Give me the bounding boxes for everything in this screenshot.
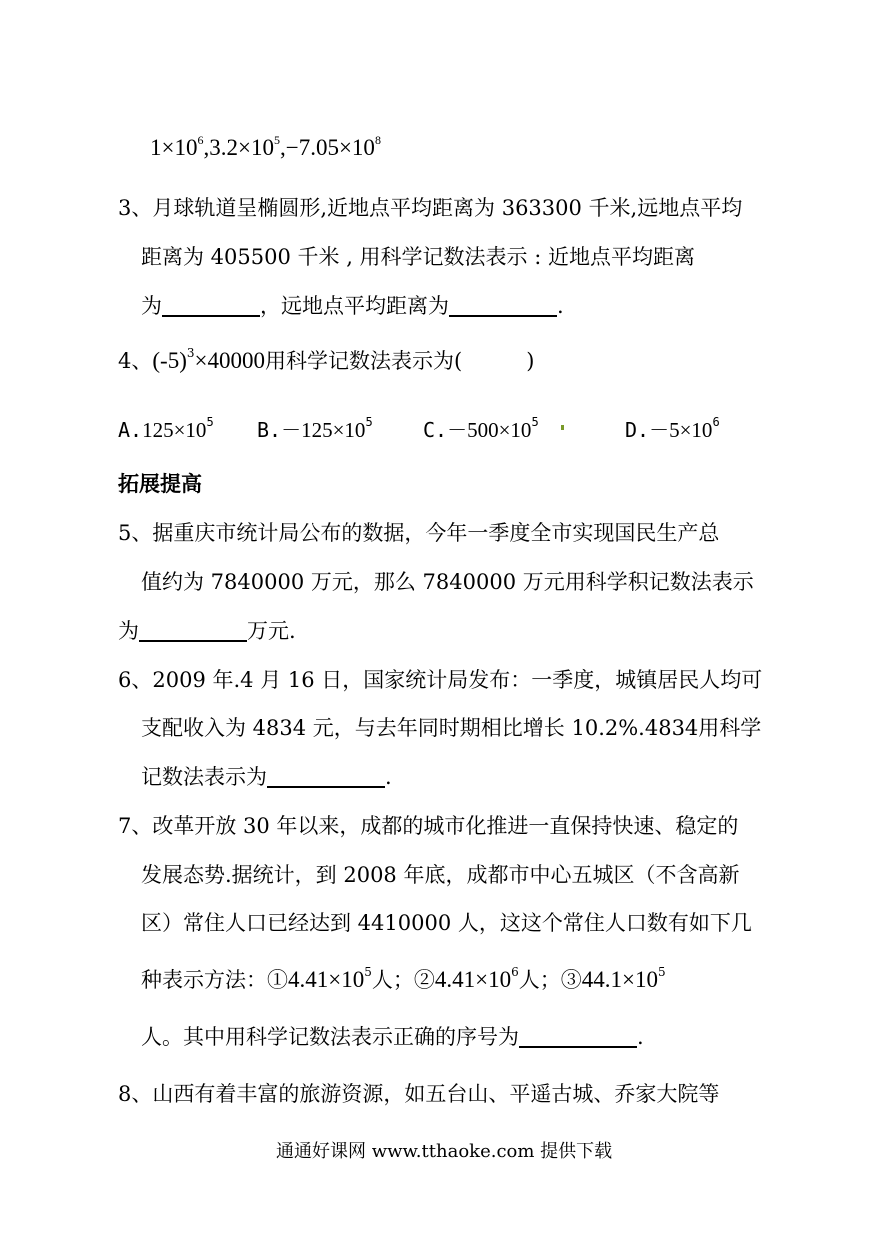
- text: 用科学记数法表示为(: [264, 349, 463, 373]
- text: ): [526, 349, 535, 373]
- option-value: 44.1×10: [581, 967, 658, 992]
- exponent: 6: [197, 133, 204, 147]
- answer-blank-apogee[interactable]: [449, 295, 557, 317]
- exponent: 6: [511, 965, 519, 979]
- q7-line4: [141, 966, 666, 994]
- exponent: 3: [186, 346, 195, 360]
- exponent: 8: [374, 133, 381, 147]
- text: 为: [118, 619, 139, 643]
- answer-blank[interactable]: [267, 766, 385, 788]
- text: 种表示方法：: [141, 968, 267, 992]
- q8-line1: 8、山西有着丰富的旅游资源，如五台山、平遥古城、乔家大院等: [118, 1082, 720, 1106]
- option-sign: －: [281, 418, 302, 442]
- q3-line3: [141, 292, 564, 320]
- exponent: 5: [273, 133, 280, 147]
- answer-blank-perigee[interactable]: [162, 295, 260, 317]
- text: 万元.: [247, 619, 296, 643]
- circled-two-icon: ②: [413, 968, 435, 992]
- text: .: [637, 1025, 644, 1049]
- q5-line3: [118, 617, 296, 645]
- q4-line: [118, 347, 534, 375]
- exponent: 5: [531, 415, 539, 429]
- text: 记数法表示为: [141, 765, 267, 789]
- option-value: 4.41×10: [288, 967, 365, 992]
- text: 人；: [518, 968, 561, 992]
- q7-line3: 区）常住人口已经达到 4410000 人，这这个常住人口数有如下几: [141, 911, 752, 935]
- base: (-5): [152, 348, 187, 373]
- q4-option-d[interactable]: [625, 416, 720, 444]
- option-value: 125×10: [301, 418, 366, 442]
- times-ten: ×10: [338, 135, 375, 160]
- text: 人；: [371, 968, 414, 992]
- coef: 1: [150, 135, 162, 160]
- exponent: 6: [712, 415, 720, 429]
- option-sign: －: [649, 418, 670, 442]
- answer-blank[interactable]: [139, 620, 247, 642]
- question-number: 4、: [118, 349, 153, 373]
- answer-blank[interactable]: [519, 1026, 637, 1048]
- text: .: [385, 765, 392, 789]
- text: ，远地点平均距离为: [260, 294, 449, 318]
- q6-line3: [141, 763, 392, 791]
- q4-option-c[interactable]: [423, 416, 539, 444]
- option-value: 5×10: [669, 418, 713, 442]
- exponent: 5: [206, 415, 214, 429]
- option-label: A.: [118, 418, 143, 442]
- coef: 3.2: [209, 135, 238, 160]
- stray-mark: [561, 425, 564, 430]
- q7-line2: 发展态势.据统计，到 2008 年底，成都市中心五城区（不含高新: [141, 863, 740, 887]
- exponent: 5: [365, 415, 373, 429]
- q4-option-b[interactable]: [257, 416, 373, 444]
- option-value: 125×10: [142, 418, 207, 442]
- option-label: D.: [625, 418, 650, 442]
- section-heading: 拓展提高: [118, 472, 202, 496]
- times-ten: ×10: [237, 135, 274, 160]
- option-value: 500×10: [467, 418, 532, 442]
- sci-notation-examples: [150, 134, 381, 162]
- separator: ,: [279, 135, 286, 160]
- q6-line1: 6、2009 年.4 月 16 日，国家统计局发布：一季度，城镇居民人均可: [118, 668, 763, 692]
- q7-line1: 7、改革开放 30 年以来，成都的城市化推进一直保持快速、稳定的: [118, 814, 739, 838]
- times-ten: ×10: [161, 135, 198, 160]
- q3-line1: 3、月球轨道呈椭圆形,近地点平均距离为 363300 千米,远地点平均: [118, 196, 743, 220]
- footer-text: 通通好课网 www.tthaoke.com 提供下载: [276, 1141, 613, 1162]
- q5-line2: 值约为 7840000 万元，那么 7840000 万元用科学积记数法表示: [141, 570, 754, 594]
- separator: ,: [203, 135, 210, 160]
- text: 人。其中用科学记数法表示正确的序号为: [141, 1025, 519, 1049]
- option-label: B.: [257, 418, 282, 442]
- exponent: 5: [657, 965, 666, 979]
- circled-three-icon: ③: [560, 968, 582, 992]
- circled-one-icon: ①: [267, 968, 288, 992]
- q7-line5: [141, 1023, 644, 1051]
- option-sign: －: [447, 418, 468, 442]
- text: .: [557, 294, 564, 318]
- text: 为: [141, 294, 162, 318]
- q3-line2: 距离为 405500 千米 , 用科学记数法表示 : 近地点平均距离: [141, 245, 695, 269]
- coef: −7.05: [285, 135, 339, 160]
- q5-line1: 5、据重庆市统计局公布的数据，今年一季度全市实现国民生产总: [118, 521, 720, 545]
- option-value: 4.41×10: [434, 967, 512, 992]
- q4-option-a[interactable]: [118, 416, 214, 444]
- q6-line2: 支配收入为 4834 元，与去年同时期相比增长 10.2%.4834用科学: [141, 716, 762, 740]
- exponent: 5: [364, 965, 372, 979]
- option-label: C.: [423, 418, 448, 442]
- multiplier: ×40000: [194, 348, 265, 373]
